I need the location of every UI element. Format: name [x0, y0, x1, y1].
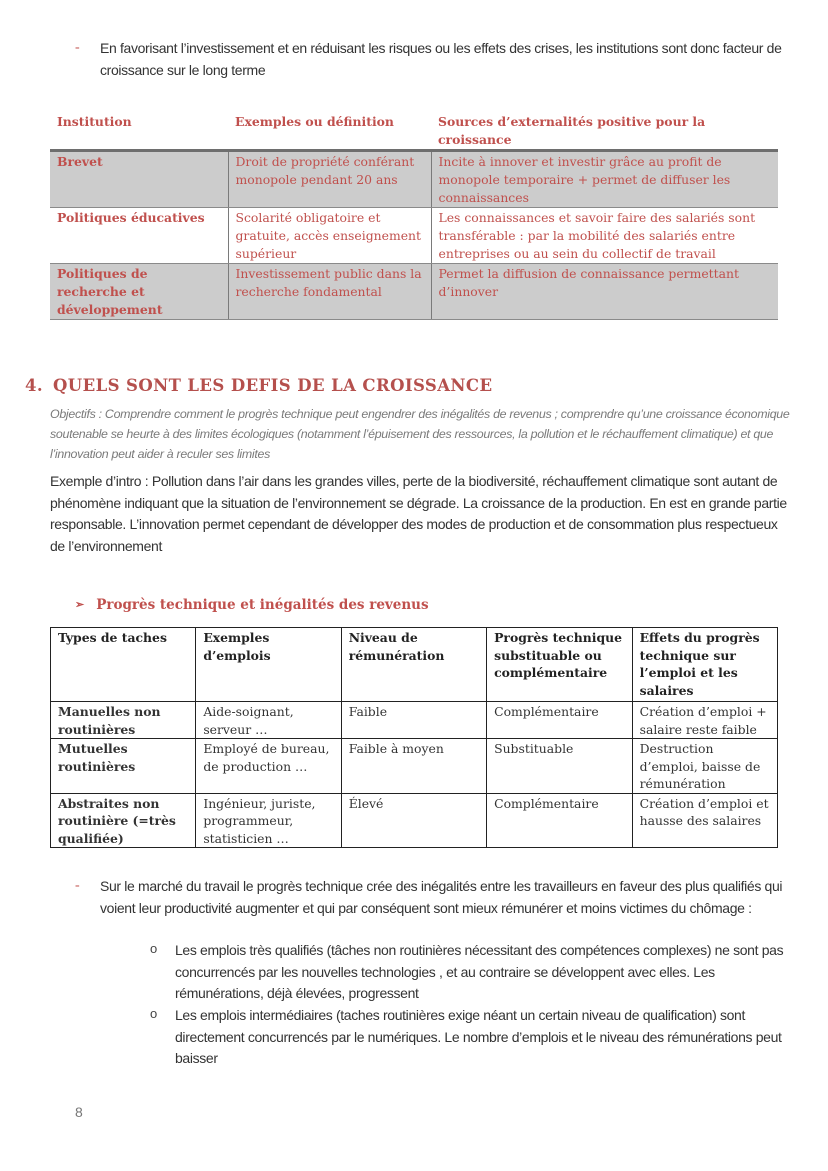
- table-row: [50, 208, 778, 264]
- header-job-examples: Exemples d’emplois: [196, 628, 341, 702]
- cell-job-examples: Employé de bureau, de production …: [196, 739, 341, 794]
- cell-pay-level: Faible à moyen: [341, 739, 486, 794]
- table-row: [51, 793, 778, 848]
- cell-effects: Destruction d’emploi, baisse de rémunération: [632, 739, 777, 794]
- cell-source: Permet la diffusion de connaissance permettant d’innover: [431, 264, 778, 320]
- table-row: [51, 739, 778, 794]
- section-title-text: QUELS SONT LES DEFIS DE LA CROISSANCE: [53, 376, 493, 395]
- header-effects: Effets du progrès technique sur l’emploi et les salaires: [632, 628, 777, 702]
- cell-job-examples: Aide-soignant, serveur …: [196, 702, 341, 739]
- dash-bullet-marker: -: [75, 878, 80, 893]
- cell-effects: Création d’emploi et hausse des salaires: [632, 793, 777, 848]
- example-intro-text: Exemple d’intro : Pollution dans l’air dans les grandes villes, perte de la biodiversité, réchauffement climatique sont autant de phénomène indiquant que la situation de l’environnement se dégrade. La croissance de la production. En est en grande partie responsable. L’innovation permet cependant de développer des modes de production et de consommation plus respectueux de l’environnement: [50, 473, 787, 554]
- table-row: [50, 264, 778, 320]
- cell-example: Scolarité obligatoire et gratuite, accès enseignement supérieur: [228, 208, 431, 264]
- header-pay-level: Niveau de rémunération: [341, 628, 486, 702]
- arrow-bullet-icon: ➢: [75, 598, 85, 611]
- cell-example: Investissement public dans la recherche fondamental: [228, 264, 431, 320]
- labor-market-text: Sur le marché du travail le progrès technique crée des inégalités entre les travailleurs en faveur des plus qualifiés qui voient leur productivité augmenter et qui par conséquent sont mieux rémunérer et moins victimes du chômage :: [100, 878, 783, 916]
- cell-substitutable: Complémentaire: [487, 702, 633, 739]
- cell-pay-level: Faible: [341, 702, 486, 739]
- table-row: [51, 702, 778, 739]
- cell-example: Droit de propriété conférant monopole pendant 20 ans: [228, 151, 431, 208]
- header-examples: Exemples ou définition: [228, 111, 431, 151]
- circle-bullet-icon: o: [150, 941, 158, 956]
- cell-task-type: Abstraites non routinière (=très qualifiée): [51, 793, 196, 848]
- cell-pay-level: Élevé: [341, 793, 486, 848]
- institutions-table-header: [50, 111, 778, 151]
- cell-job-examples: Ingénieur, juriste, programmeur, statisticien …: [196, 793, 341, 848]
- table-row: [50, 151, 778, 208]
- cell-source: Incite à innover et investir grâce au profit de monopole temporaire + permet de diffuser les connaissances: [431, 151, 778, 208]
- objectives-text: Objectifs : Comprendre comment le progrès technique peut engendrer des inégalités de revenus ; comprendre qu’une croissance économique soutenable se heurte à des limites écologiques (notamment l’épuisement des ressources, la pollution et le réchauffement climatique) et que l’innovation peut aider à reculer ses limites: [50, 407, 790, 461]
- cell-task-type: Manuelles non routinières: [51, 702, 196, 739]
- sub-item-text: Les emplois intermédiaires (taches routinières exige néant un certain niveau de qualification) sont directement concurrencés par le numériques. Le nombre d’emplois et le niveau des rémunérations peut baisser: [175, 1007, 782, 1066]
- header-sources: Sources d’externalités positive pour la croissance: [431, 111, 778, 151]
- section-number: 4.: [25, 376, 44, 395]
- cell-substitutable: Substituable: [487, 739, 633, 794]
- cell-task-type: Mutuelles routinières: [51, 739, 196, 794]
- circle-bullet-icon: o: [150, 1006, 158, 1021]
- sub-item-text: Les emplois très qualifiés (tâches non routinières nécessitant des compétences complexes) ne sont pas concurrencés par les nouvelles technologies , et au contraire se développent avec elles. Les rémunérations, déjà élevées, progressent: [175, 942, 784, 1001]
- header-task-type: Types de taches: [51, 628, 196, 702]
- cell-effects: Création d’emploi + salaire reste faible: [632, 702, 777, 739]
- cell-institution: Politiques éducatives: [50, 208, 228, 264]
- subheading: [75, 597, 429, 613]
- header-institution: Institution: [50, 111, 228, 151]
- cell-institution: Brevet: [50, 151, 228, 208]
- dash-bullet-marker: -: [75, 40, 80, 55]
- intro-bullet-text: En favorisant l’investissement et en réduisant les risques ou les effets des crises, les institutions sont donc facteur de croissance sur le long terme: [100, 40, 782, 78]
- cell-source: Les connaissances et savoir faire des salariés sont transférable : par la mobilité des salariés entre entreprises ou au sein du collectif de travail: [431, 208, 778, 264]
- section-heading: [25, 376, 492, 395]
- page-number: 8: [75, 1104, 83, 1120]
- subheading-text: Progrès technique et inégalités des revenus: [96, 597, 429, 613]
- header-substitutable: Progrès technique substituable ou complémentaire: [487, 628, 633, 702]
- cell-institution: Politiques de recherche et développement: [50, 264, 228, 320]
- tasks-table: [50, 627, 778, 848]
- cell-substitutable: Complémentaire: [487, 793, 633, 848]
- tasks-table-header: [51, 628, 778, 702]
- institutions-table: [50, 111, 778, 320]
